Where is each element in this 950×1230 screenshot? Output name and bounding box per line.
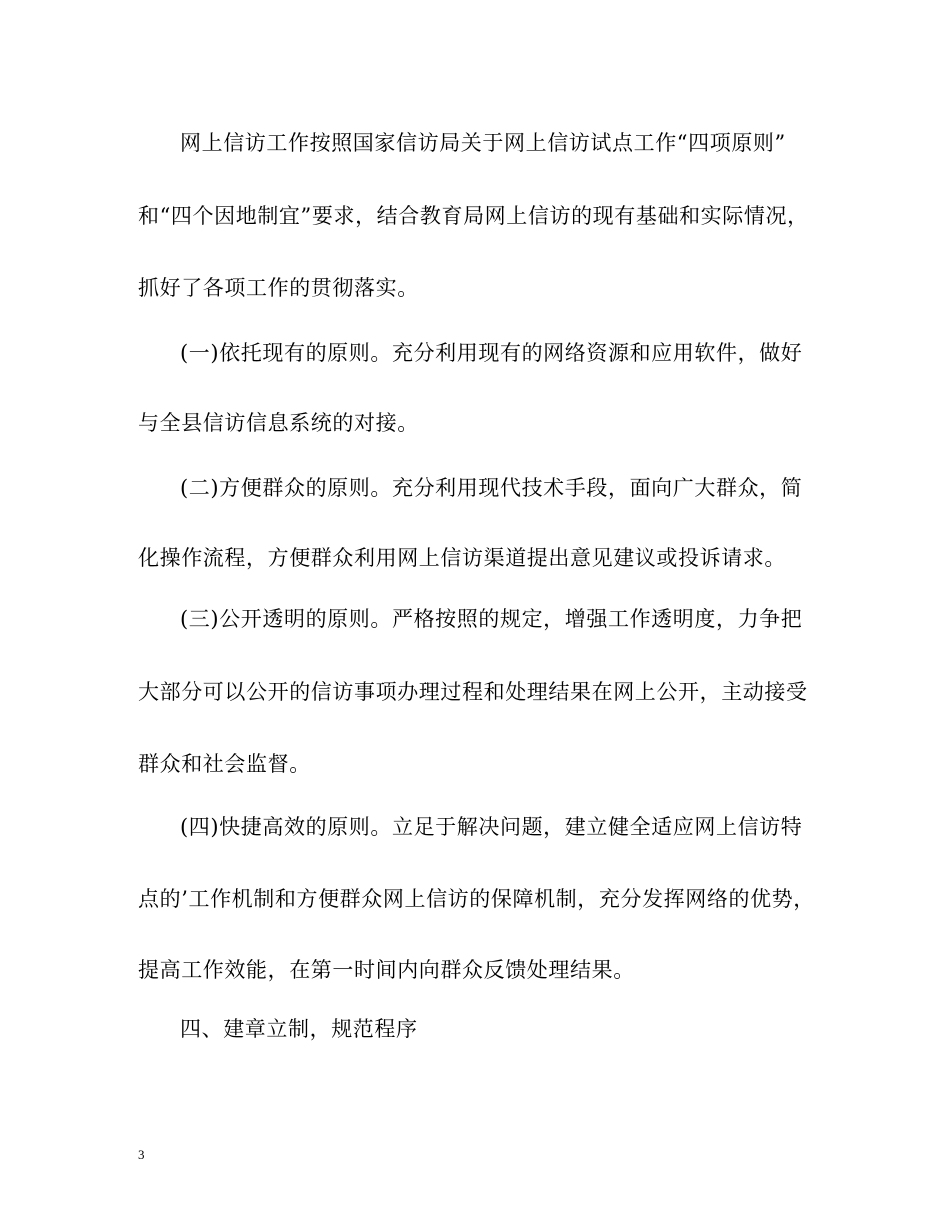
paragraph-line-8: (三)公开透明的原则。严格按照的规定，增强工作透明度，力争把 (180, 607, 803, 631)
paragraph-line-12: 点的’工作机制和方便群众网上信访的保障机制，充分发挥网络的优势， (138, 887, 815, 911)
paragraph-line-10: 群众和社会监督。 (138, 752, 311, 776)
paragraph-line-7: 化操作流程，方便群众利用网上信访渠道提出意见建议或投诉请求。 (138, 546, 786, 570)
paragraph-line-6: (二)方便群众的原则。充分利用现代技术手段，面向广大群众，简 (180, 476, 803, 500)
page-number: 3 (138, 1147, 145, 1162)
section-heading: 四、建章立制，规范程序 (180, 1017, 418, 1041)
paragraph-line-4: (一)依托现有的原则。充分利用现有的网络资源和应用软件，做好 (180, 341, 803, 365)
paragraph-line-9: 大部分可以公开的信访事项办理过程和处理结果在网上公开，主动接受 (138, 680, 808, 704)
paragraph-line-3: 抓好了各项工作的贯彻落实。 (138, 276, 419, 300)
paragraph-line-1: 网上信访工作按照国家信访局关于网上信访试点工作“四项原则” (180, 131, 786, 155)
paragraph-line-11: (四)快捷高效的原则。立足于解决问题，建立健全适应网上信访特 (180, 815, 803, 839)
paragraph-line-2: 和“四个因地制宜”要求，结合教育局网上信访的现有基础和实际情况， (138, 204, 809, 228)
paragraph-line-5: 与全县信访信息系统的对接。 (138, 411, 419, 435)
paragraph-line-13: 提高工作效能，在第一时间内向群众反馈处理结果。 (138, 958, 635, 982)
